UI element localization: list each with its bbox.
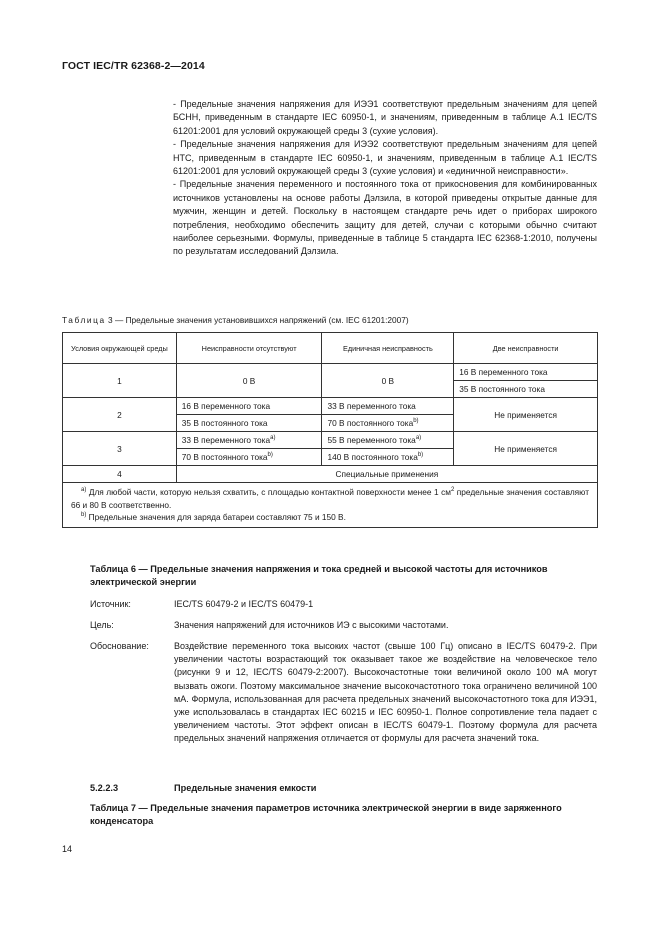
footnote-ref: b) (413, 418, 419, 424)
table-cell: 33 В переменного тока (322, 398, 454, 415)
table-cell: 140 В постоянного тока$^{b)}$ (322, 449, 454, 466)
field-value: IEC/TS 60479-2 и IEC/TS 60479-1 (174, 599, 314, 609)
column-header: Единичная неисправность (322, 333, 454, 364)
field-label: Обоснование: (90, 641, 149, 651)
field-label: Источник: (90, 599, 131, 609)
table-notes-row (63, 483, 598, 528)
column-header: Две неисправности (454, 333, 598, 364)
table-cell: 70 В постоянного тока$^{b)}$ (322, 415, 454, 432)
footnote-a: $^{a)}$ Для любой части, которую нельзя схватить, с площадью контактной поверхности менее 1 $см^2$ предельные значения составляют 66 и 80 В соответственно. (71, 487, 589, 510)
section-heading (90, 783, 316, 793)
paragraph: - Предельные значения переменного и постоянного тока от прикосновения для комбинированных источников установлены на основе работы Дэлзила, в которой приведены открытые данные для мужчин, женщин и детей. Поскольку в настоящем стандарте речь идет о приборах широкого потребления, необходимо обеспечить защиту для детей, случаи с которыми обычно считают наиболее серьезными. Формулы, приведенные в таблице 5 стандарта IEC 62368-1:2010, получены по результатам исследований Дэлзила. (173, 179, 597, 257)
paragraph: - Предельные значения напряжения для ИЭЭ2 соответствуют предельным значениям для цепей НТС, приведенным в стандарте IEC 60950-1, и значениям, приведенным в таблице А.1 IEC/TS 61201:2001 для условий окружающей среды 3 (сухие условия) и «единичной неисправности». (173, 139, 597, 177)
footnote-b: $^{b)}$ Предельные значения для заряда батареи составляют 75 и 150 В. (81, 512, 346, 522)
table-cell: 35 В постоянного тока (176, 415, 322, 432)
table-cell: 0 В (176, 364, 322, 398)
table-row (63, 432, 598, 449)
table-row (63, 466, 598, 483)
table-cell: Специальные применения (176, 466, 597, 483)
table-cell: 16 В переменного тока (176, 398, 322, 415)
footnote-ref: b) (417, 452, 424, 458)
column-header: Условия окружающей среды (63, 333, 177, 364)
table-cell: 35 В постоянного тока (454, 381, 598, 398)
table-cell: 55 В переменного тока$^{a)}$ (322, 432, 454, 449)
page-number: 14 (62, 844, 73, 854)
table3 (62, 332, 598, 528)
table-cell: 0 В (322, 364, 454, 398)
section-number: 5.2.2.3 (90, 783, 119, 793)
table-cell: 3 (63, 432, 177, 466)
table7-title: Таблица 7 — Предельные значения параметров источника электрической энергии в виде заряженного конденсатора (90, 803, 562, 826)
footnote-ref: b) (267, 452, 273, 458)
table3-caption: Таблица 3 — Предельные значения установившихся напряжений (см. IEC 61201:2007) (62, 315, 409, 325)
table-cell: 70 В постоянного тока$^{b)}$ (176, 449, 322, 466)
table-cell: 16 В переменного тока (454, 364, 598, 381)
section-title: Предельные значения емкости (174, 783, 317, 793)
field-label: Цель: (90, 620, 114, 630)
field-value: Значения напряжений для источников ИЭ с высокими частотами. (174, 620, 449, 630)
table-cell: Не применяется (454, 398, 598, 432)
table-cell: 1 (63, 364, 177, 398)
table-header-row (63, 333, 598, 364)
column-header: Неисправности отсутствуют (176, 333, 322, 364)
table6-title: Таблица 6 — Предельные значения напряжения и тока средней и высокой частоты для источников электрической энергии (90, 564, 548, 587)
intro-text (173, 98, 597, 259)
paragraph: - Предельные значения напряжения для ИЭЭ1 соответствуют предельным значениям для цепей БСНН, приведенным в стандарте IEC 60950-1, и значениям, приведенным в таблице А.1 IEC/TS 61201:2001 для условий окружающей среды 3 (сухие условия). (173, 99, 597, 136)
table-cell: 2 (63, 398, 177, 432)
table-row (63, 364, 598, 381)
table-cell: 4 (63, 466, 177, 483)
table-row (63, 398, 598, 415)
footnote-ref: a) (415, 435, 422, 441)
document-header: ГОСТ IEC/TR 62368-2—2014 (62, 60, 205, 72)
footnote-ref: a) (270, 435, 276, 441)
table-cell: Не применяется (454, 432, 598, 466)
field-value: Воздействие переменного тока высоких частот (свыше 100 Гц) описано в IEC/TS 60479-2. При увеличении частоты возрастающий ток оказывает такое же воздействие на человеческое тело (рисунки 9 и 12, IEC/TS 60479-2:2007). Высокочастотные токи величиной около 100 мА могут вызвать ожоги. Поэтому максимальное значение высокочастотного тока ограничено величиной 100 мА. Формула, использованная для расчета предельных значений высокочастотного тока для ИЭЭ1, уже использовалась в стандартах IEC 60215 и IEC 60950-1. Полное сопротивление тела падает с увеличением частоты. Этот эффект описан в IEC/TS 60479-1. Поэтому формула для расчета предельных значений напряжения отличается от формулы для расчета значений тока. (174, 641, 597, 744)
table-cell: 33 В переменного тока$^{a)}$ (176, 432, 322, 449)
table-notes (63, 483, 598, 528)
